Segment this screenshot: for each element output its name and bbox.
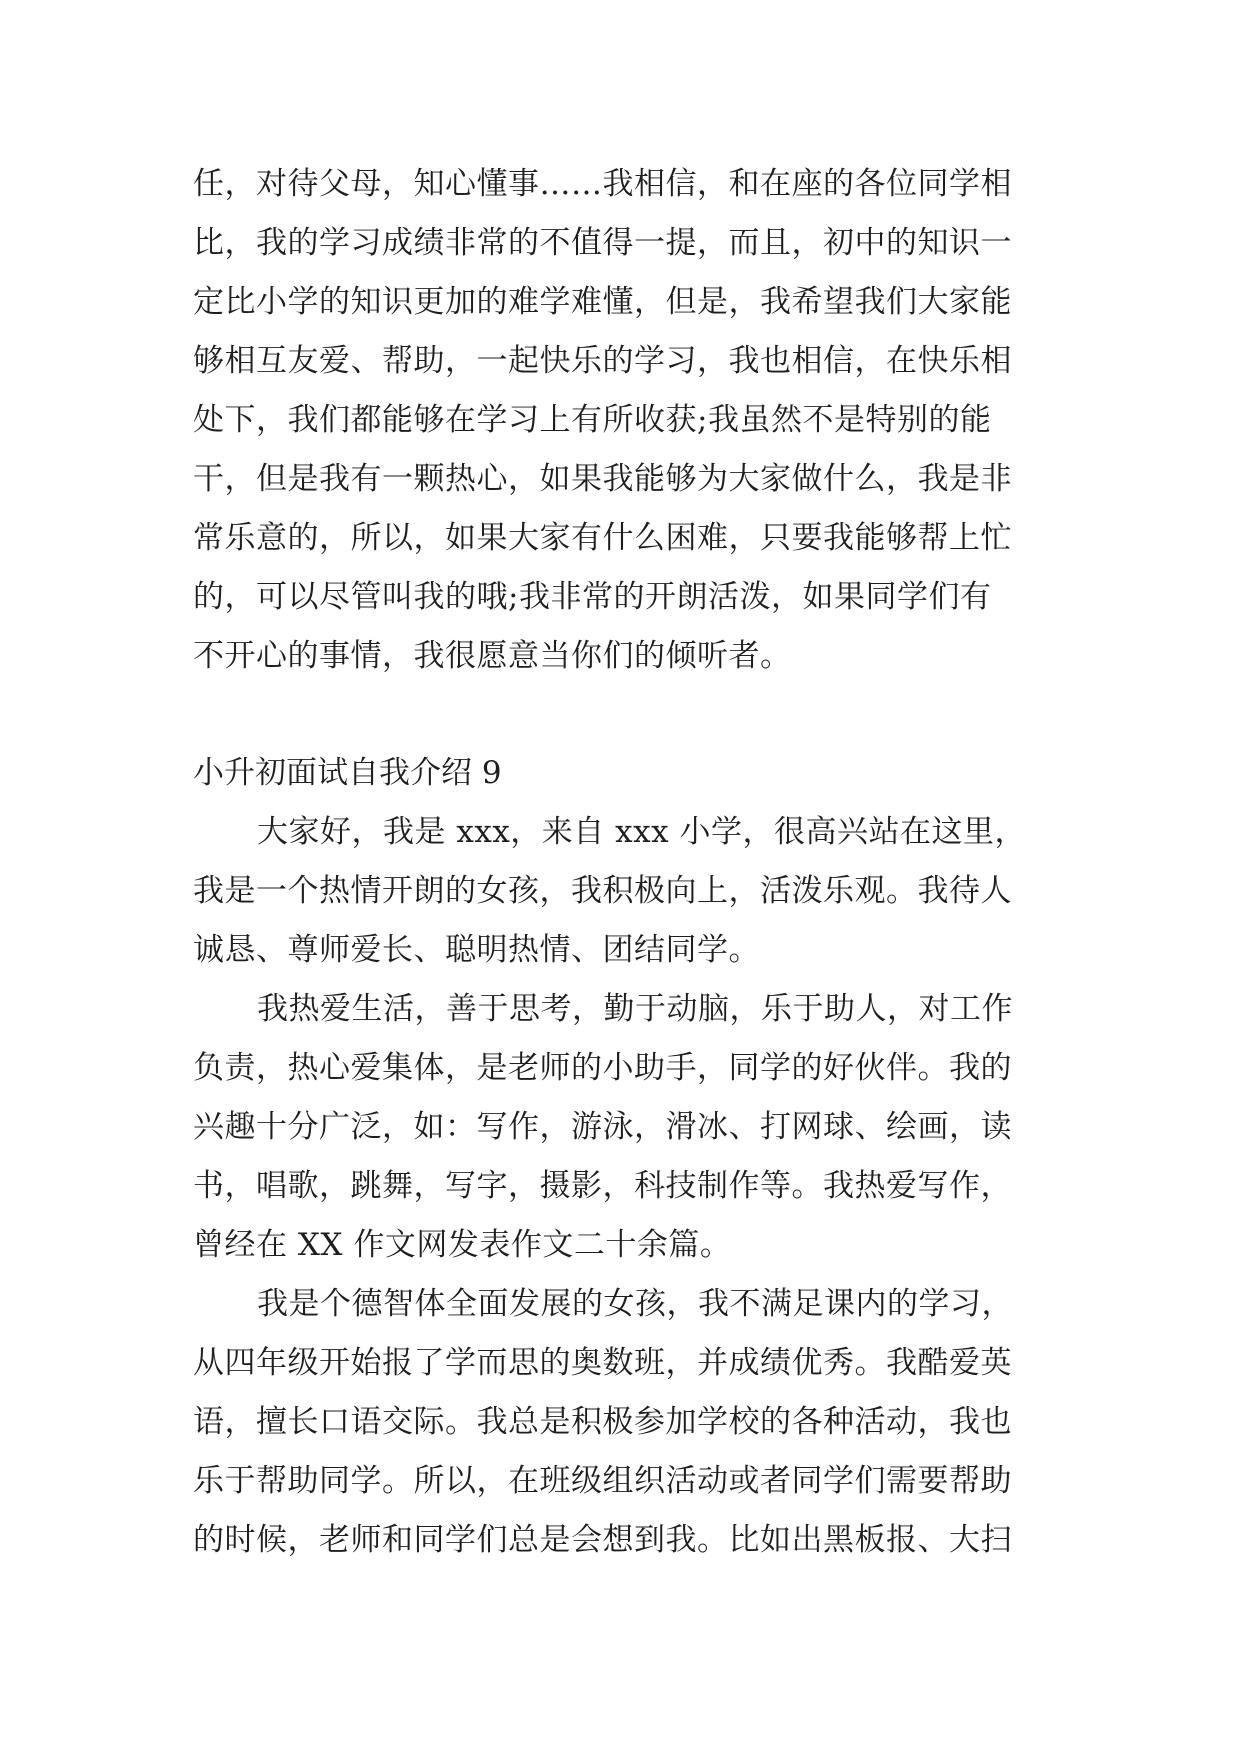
text-line: 负责，热心爱集体，是老师的小助手，同学的好伙伴。我的 (193, 1050, 1012, 1086)
text-line: 从四年级开始报了学而思的奥数班，并成绩优秀。我酷爱英 (193, 1345, 1012, 1381)
text-line: 常乐意的，所以，如果大家有什么困难，只要我能够帮上忙 (193, 520, 1012, 556)
paragraph-1 (193, 803, 1053, 980)
text-line: 诚恳、尊师爱长、聪明热情、团结同学。 (193, 932, 760, 968)
text-line: 的，可以尽管叫我的哦;我非常的开朗活泼，如果同学们有 (193, 579, 992, 615)
text-line: 书，唱歌，跳舞，写字，摄影，科技制作等。我热爱写作， (193, 1168, 1012, 1204)
text-line: 我是个德智体全面发展的女孩，我不满足课内的学习， (257, 1286, 1013, 1322)
text-line: 乐于帮助同学。所以，在班级组织活动或者同学们需要帮助 (193, 1463, 1012, 1499)
text-line: 干，但是我有一颗热心，如果我能够为大家做什么，我是非 (193, 461, 1012, 497)
text-line: 任，对待父母，知心懂事……我相信，和在座的各位同学相 (193, 166, 1012, 202)
text-line: 的时候，老师和同学们总是会想到我。比如出黑板报、大扫 (193, 1522, 1012, 1558)
text-line: 够相互友爱、帮助，一起快乐的学习，我也相信，在快乐相 (193, 343, 1012, 379)
text-line: 我是一个热情开朗的女孩，我积极向上，活泼乐观。我待人 (193, 873, 1012, 909)
text-line: 处下，我们都能够在学习上有所收获;我虽然不是特别的能 (193, 402, 992, 438)
text-line: 比，我的学习成绩非常的不值得一提，而且，初中的知识一 (193, 225, 1012, 261)
text-line: 我热爱生活，善于思考，勤于动脑，乐于助人，对工作 (257, 991, 1013, 1027)
text-line: 兴趣十分广泛，如：写作，游泳，滑冰、打网球、绘画，读 (193, 1109, 1012, 1145)
text-line: 大家好，我是 xxx，来自 xxx 小学，很高兴站在这里， (257, 814, 1026, 850)
text-line: 曾经在 XX 作文网发表作文二十余篇。 (193, 1227, 732, 1263)
paragraph-3 (193, 1275, 1053, 1570)
text-line: 定比小学的知识更加的难学难懂，但是，我希望我们大家能 (193, 284, 1012, 320)
section-title: 小升初面试自我介绍 9 (193, 755, 502, 791)
text-line: 语，擅长口语交际。我总是积极参加学校的各种活动，我也 (193, 1404, 1012, 1440)
text-line: 不开心的事情，我很愿意当你们的倾听者。 (193, 638, 792, 674)
paragraph-2 (193, 980, 1053, 1275)
continued-paragraph (193, 155, 1053, 686)
